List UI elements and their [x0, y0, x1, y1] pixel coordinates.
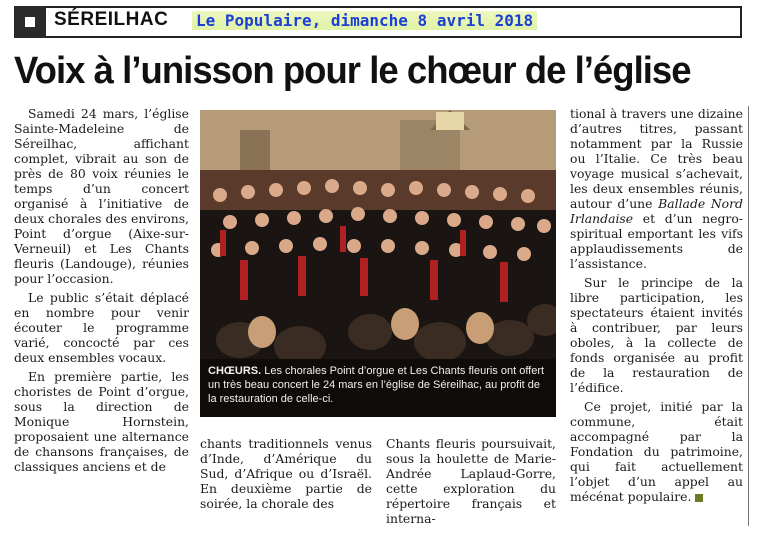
photo-caption — [200, 359, 556, 417]
section-name: SÉREILHAC — [54, 9, 169, 30]
paragraph: tional à travers une dizaine d’autres titres, passant notamment par la Russie ou l’Italie. Ce très beau voyage musical s’achevait, les deux ensembles réunis, autour d’une Ballade Nord Irlandaise et d’un negro-spiritual emportant les vifs applaudissements de l’assistance. — [570, 106, 743, 271]
end-mark-icon — [695, 494, 703, 502]
source-label: Le Populaire, dimanche 8 avril 2018 — [192, 11, 537, 30]
section-square-icon — [14, 6, 46, 38]
paragraph: Ce projet, initié par la commune, était accompagné par la Fondation du patrimoine, qui fait actuellement l’objet d’un appel au mécénat populaire. — [570, 399, 743, 504]
paragraph: Le public s’était déplacé en nombre pour venir écouter le programme varié, concocté par ces deux ensembles vocaux. — [14, 290, 189, 365]
article-headline: Voix à l’unisson pour le chœur de l’église — [14, 50, 691, 92]
paragraph: Samedi 24 mars, l’église Sainte-Madeleine de Séreilhac, affichant complet, vibrait au son de près de 80 voix réunies le temps d’un concert organisé à l’initiative de deux chorales des environs, Point d’orgue (Aixe-sur-Verneuil) et Les Chants fleuris (Landouge), réunies pour l’occasion. — [14, 106, 189, 286]
song-title: Ballade Nord Irlandaise — [570, 196, 743, 226]
article-column-1 — [14, 106, 189, 478]
paragraph: Sur le principe de la libre participation, les spectateurs étaient invités à contribuer, par leurs oboles, à la collecte de fonds organisée au profit de la restauration de l’édifice. — [570, 275, 743, 395]
paragraph: Chants fleuris poursuivait, sous la houlette de Marie-Andrée Laplaud-Gorre, cette exploration du répertoire français et interna- — [386, 436, 556, 526]
caption-heading: CHŒURS. — [208, 365, 262, 377]
paragraph: En première partie, les choristes de Point d’orgue, sous la direction de Monique Hornstein, proposaient une alternance de chansons françaises, de classiques anciens et de — [14, 369, 189, 474]
article-column-2 — [200, 436, 372, 515]
article-column-3 — [386, 436, 556, 530]
paragraph: chants traditionnels venus d’Inde, d’Amérique du Sud, d’Afrique ou d’Israël. En deuxième partie de soirée, la chorale des — [200, 436, 372, 511]
page-edge-rule — [748, 106, 749, 526]
article-column-4 — [570, 106, 743, 508]
caption-text: Les chorales Point d’orgue et Les Chants fleuris ont offert un très beau concert le 24 mars en l’église de Séreilhac, au profit de la restauration de celle-ci. — [208, 365, 545, 405]
